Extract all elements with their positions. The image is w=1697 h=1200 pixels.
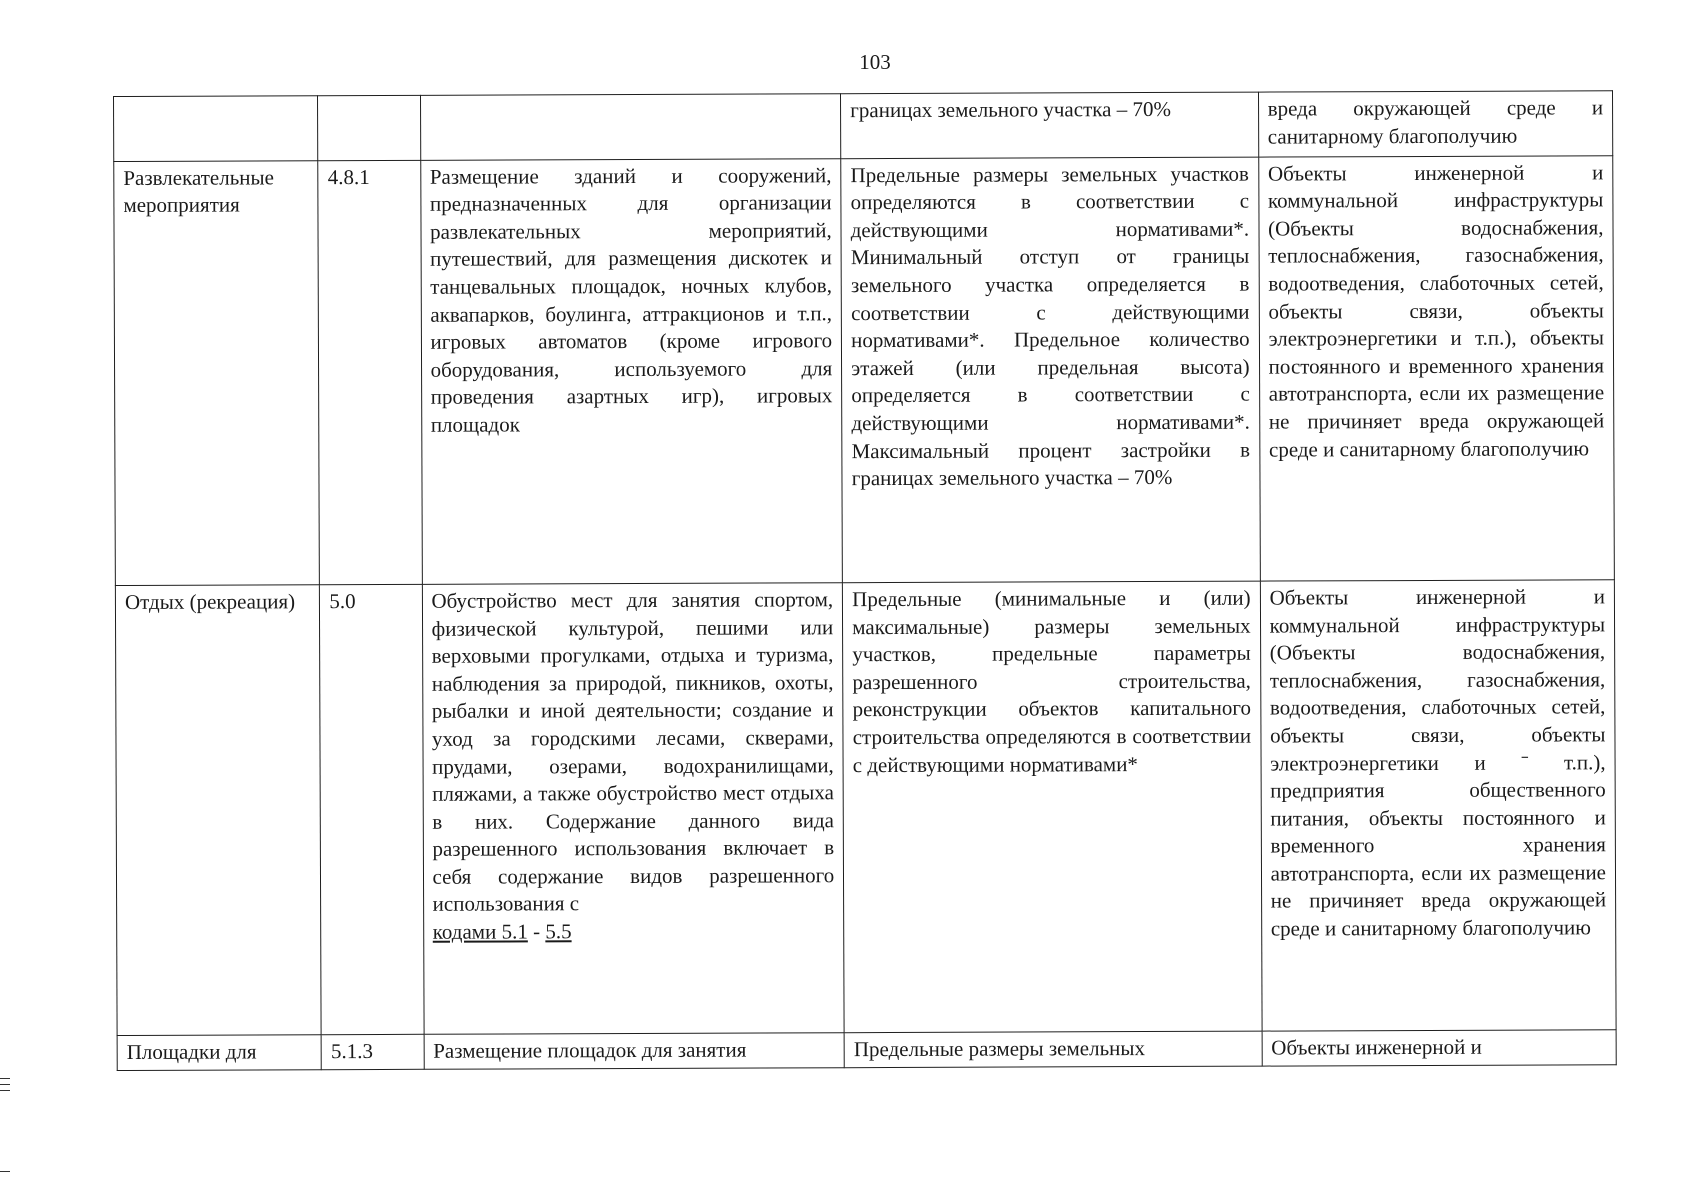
use-description-cell xyxy=(422,583,844,1035)
use-code-cell: 4.8.1 xyxy=(318,160,422,585)
auxiliary-uses-cell: вреда окружающей среде и санитарному благополучию xyxy=(1258,91,1613,157)
scan-edge-mark xyxy=(0,1090,10,1091)
table-row xyxy=(115,580,1616,1036)
table-row xyxy=(114,155,1615,585)
use-code-cell: 5.0 xyxy=(320,584,424,1035)
scan-edge-mark xyxy=(0,1084,10,1085)
auxiliary-uses-cell: Объекты инженерной и коммунальной инфраструктуры (Объекты водоснабжения, теплоснабжения, газоснабжения, водоотведения, слаботочных сетей, объекты связи, объекты электроэнергетики и т.п.), объекты постоянного и временного хранения автотранспорта, если их размещение не причиняет вреда окружающей среде и санитарному благополучию xyxy=(1258,155,1614,581)
auxiliary-uses-cell: Объекты инженерной и коммунальной инфраструктуры (Объекты водоснабжения, теплоснабжения, газоснабжения, водоотведения, слаботочных сетей, объекты связи, объекты электроэнергетики и ˉ т.п.), предприятия общественного питания, объекты постоянного и временного хранения автотранспорта, если их размещение не причиняет вреда окружающей среде и санитарному благополучию xyxy=(1260,580,1616,1032)
parameters-cell: Предельные размеры земельных участков определяются в соответствии с действующими нормативами*. Минимальный отступ от границы земельного участка определяется в соответствии с действующими нормативами*. Предельное количество этажей (или предельная высота) определяется в соответствии с действующими нормативами*. Максимальный процент застройки в границах земельного участка – 70% xyxy=(841,157,1260,583)
use-description-text: Обустройство мест для занятия спортом, физической культурой, пешими или верховыми прогулками, отдыха и туризма, наблюдения за природой, пикников, охоты, рыбалки и иной деятельности; создание и уход за городскими лесами, скверами, прудами, озерами, водохранилищами, пляжами, а также обустройство мест отдыха в них. Содержание данного вида разрешенного использования включает в себя содержание видов разрешенного использования с xyxy=(431,587,835,917)
page-number: 103 xyxy=(859,50,891,74)
use-name-cell: Отдых (рекреация) xyxy=(115,585,321,1036)
table-row xyxy=(117,1030,1616,1070)
code-link-start: кодами 5.1 xyxy=(432,919,528,944)
use-description-cell: Размещение площадок для занятия xyxy=(424,1033,845,1069)
auxiliary-uses-cell: Объекты инженерной и xyxy=(1262,1030,1617,1066)
code-range-separator: - xyxy=(527,919,546,944)
use-code-cell xyxy=(318,95,420,160)
scan-edge-mark xyxy=(0,1078,10,1079)
code-range xyxy=(433,917,835,946)
use-name-cell: Площадки для xyxy=(117,1035,321,1070)
use-name-cell xyxy=(114,96,319,161)
use-description-cell xyxy=(420,94,841,160)
parameters-cell: границах земельного участка – 70% xyxy=(841,92,1259,158)
use-description-cell: Размещение зданий и сооружений, предназначенных для организации развлекательных мероприятий, путешествий, для размещения дискотек и танцевальных площадок, ночных клубов, аквапарков, боулинга, аттракционов и т.п., игровых автоматов (кроме игрового оборудования, используемого для проведения азартных игр), игровых площадок xyxy=(420,158,842,584)
parameters-cell: Предельные размеры земельных xyxy=(844,1032,1262,1068)
land-use-table xyxy=(113,90,1617,1071)
code-link-end: 5.5 xyxy=(545,919,572,944)
use-name-cell: Развлекательные мероприятия xyxy=(114,160,320,585)
parameters-cell: Предельные (минимальные и (или) максимальные) размеры земельных участков, предельные параметры разрешенного строительства, реконструкции объектов капитального строительства определяются в соответствии с действующими нормативами* xyxy=(843,581,1262,1033)
table-row xyxy=(114,91,1613,161)
use-code-cell: 5.1.3 xyxy=(321,1035,423,1070)
scan-edge-mark xyxy=(0,1171,10,1172)
